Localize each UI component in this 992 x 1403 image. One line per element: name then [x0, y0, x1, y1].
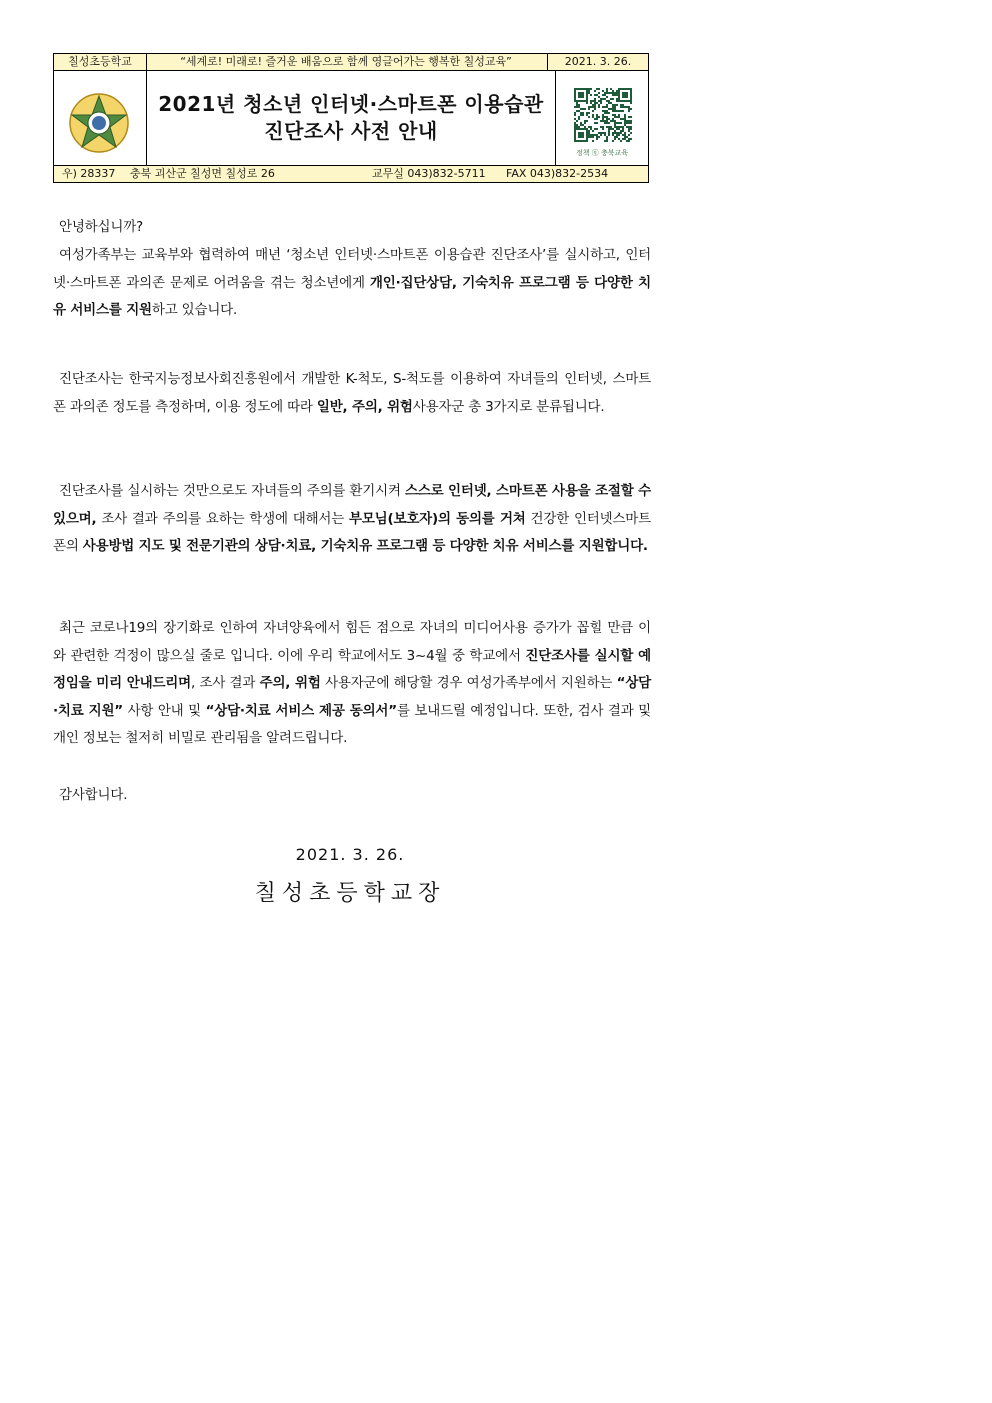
qr-cell — [555, 70, 648, 166]
fax-number: FAX 043)832-2534 — [506, 167, 609, 180]
emphasis-text: 주의, 위험 — [259, 675, 321, 691]
body-text-run: 여성가족부는 교육부와 협력하여 매년 ‘청소년 인터넷·스마트폰 이용습관 진단조사’를 실시하고, 인터넷·스마트폰 과의존 문제로 어려움을 겪는 청소년에게 — [53, 247, 651, 291]
body-text-run: 건강한 인터넷스마트폰의 — [53, 510, 651, 554]
emblem-cell — [54, 70, 147, 166]
closing — [53, 782, 651, 810]
signer-name: 칠성초등학교장 — [254, 881, 446, 906]
office-phone: 교무실 043)832-5711 — [372, 167, 486, 180]
paragraph-1 — [53, 242, 651, 325]
body-text-run: , 조사 결과 — [191, 675, 260, 691]
letterhead-contact — [54, 165, 648, 182]
emphasis-text: “상담·치료 서비스 제공 동의서” — [205, 702, 397, 719]
paragraph-text — [53, 478, 651, 561]
body-text-run: 사용자군에 해당할 경우 여성가족부에서 지원하는 — [320, 675, 617, 691]
qr-code-icon — [574, 88, 632, 142]
emphasis-text: 부모님(보호자)의 동의를 거쳐 — [349, 510, 526, 527]
letterhead — [53, 53, 649, 183]
letterhead-banner — [54, 54, 648, 71]
school-address: 충북 괴산군 칠성면 칠성로 26 — [130, 167, 275, 180]
document-subtitle: 진단조사 사전 안내 — [264, 119, 438, 143]
body-text-run: 최근 코로나19의 장기화로 인하여 자녀양육에서 힘든 점으로 자녀의 미디어사용 증가가 꼽힐 만큼 이와 관련한 걱정이 많으실 줄로 입니다. 이에 우리 학교에서도 3~4월 중 학교에서 — [53, 620, 651, 664]
body-text-run: 진단조사를 실시하는 것만으로도 자녀들의 주의를 환기시켜 — [59, 483, 405, 499]
body-text-run: 조사 결과 주의를 요하는 학생에 대해서는 — [96, 510, 349, 527]
body-text-run: 진단조사는 한국지능정보사회진흥원에서 개발한 K-척도, S-척도를 이용하여 자녀들의 인터넷, 스마트폰 과의존 정도를 측정하며, 이용 정도에 따라 — [53, 371, 651, 415]
qr-caption: 정책 ⓠ 충북교육 — [575, 149, 629, 157]
emphasis-text: 스스로 인터넷, 스마트폰 사용을 조절할 수 있으며, — [53, 483, 651, 527]
closing-text: 감사합니다. — [59, 787, 128, 803]
school-emblem-icon — [68, 92, 130, 154]
emphasis-text: 개인·집단상담, 기숙치유 프로그램 등 다양한 치유 서비스를 지원 — [53, 274, 652, 318]
greeting-text: 안녕하십니까? — [59, 219, 144, 235]
body-text-run: 사항 안내 및 — [122, 702, 206, 719]
letterhead-title-area — [54, 70, 648, 166]
signature-date: 2021. 3. 26. — [295, 845, 405, 864]
emphasis-text: 진단조사를 실시할 예정임을 미리 안내드리며 — [53, 647, 651, 691]
school-slogan: “세계로! 미래로! 즐거운 배움으로 함께 영글어가는 행복한 칠성교육” — [180, 55, 512, 68]
postal-code: 우) 28337 — [62, 167, 116, 180]
paragraph-4 — [53, 615, 651, 753]
paragraph-2 — [53, 366, 651, 421]
title-cell — [146, 70, 556, 166]
emphasis-text: 일반, 주의, 위험 — [316, 398, 413, 415]
document-title: 2021년 청소년 인터넷·스마트폰 이용습관 — [158, 92, 544, 116]
body-text-run: 하고 있습니다. — [151, 302, 238, 318]
emphasis-text: “상담·치료 지원” — [53, 675, 652, 719]
paragraph-text — [53, 242, 651, 325]
paragraph-text — [53, 366, 651, 421]
paragraph-3 — [53, 478, 651, 561]
emphasis-text: 사용방법 지도 및 전문기관의 상담·치료, 기숙치유 프로그램 등 다양한 치유 서비스를 지원합니다. — [82, 538, 648, 554]
header-date: 2021. 3. 26. — [547, 54, 648, 70]
paragraph-text — [53, 615, 651, 753]
body-text-run: 사용자군 총 3가지로 분류됩니다. — [412, 398, 605, 415]
body-text-run: 를 보내드릴 예정입니다. 또한, 검사 결과 및 개인 정보는 철저히 비밀로 관리됨을 알려드립니다. — [53, 702, 651, 746]
school-name: 칠성초등학교 — [54, 54, 147, 70]
greeting — [53, 214, 651, 242]
